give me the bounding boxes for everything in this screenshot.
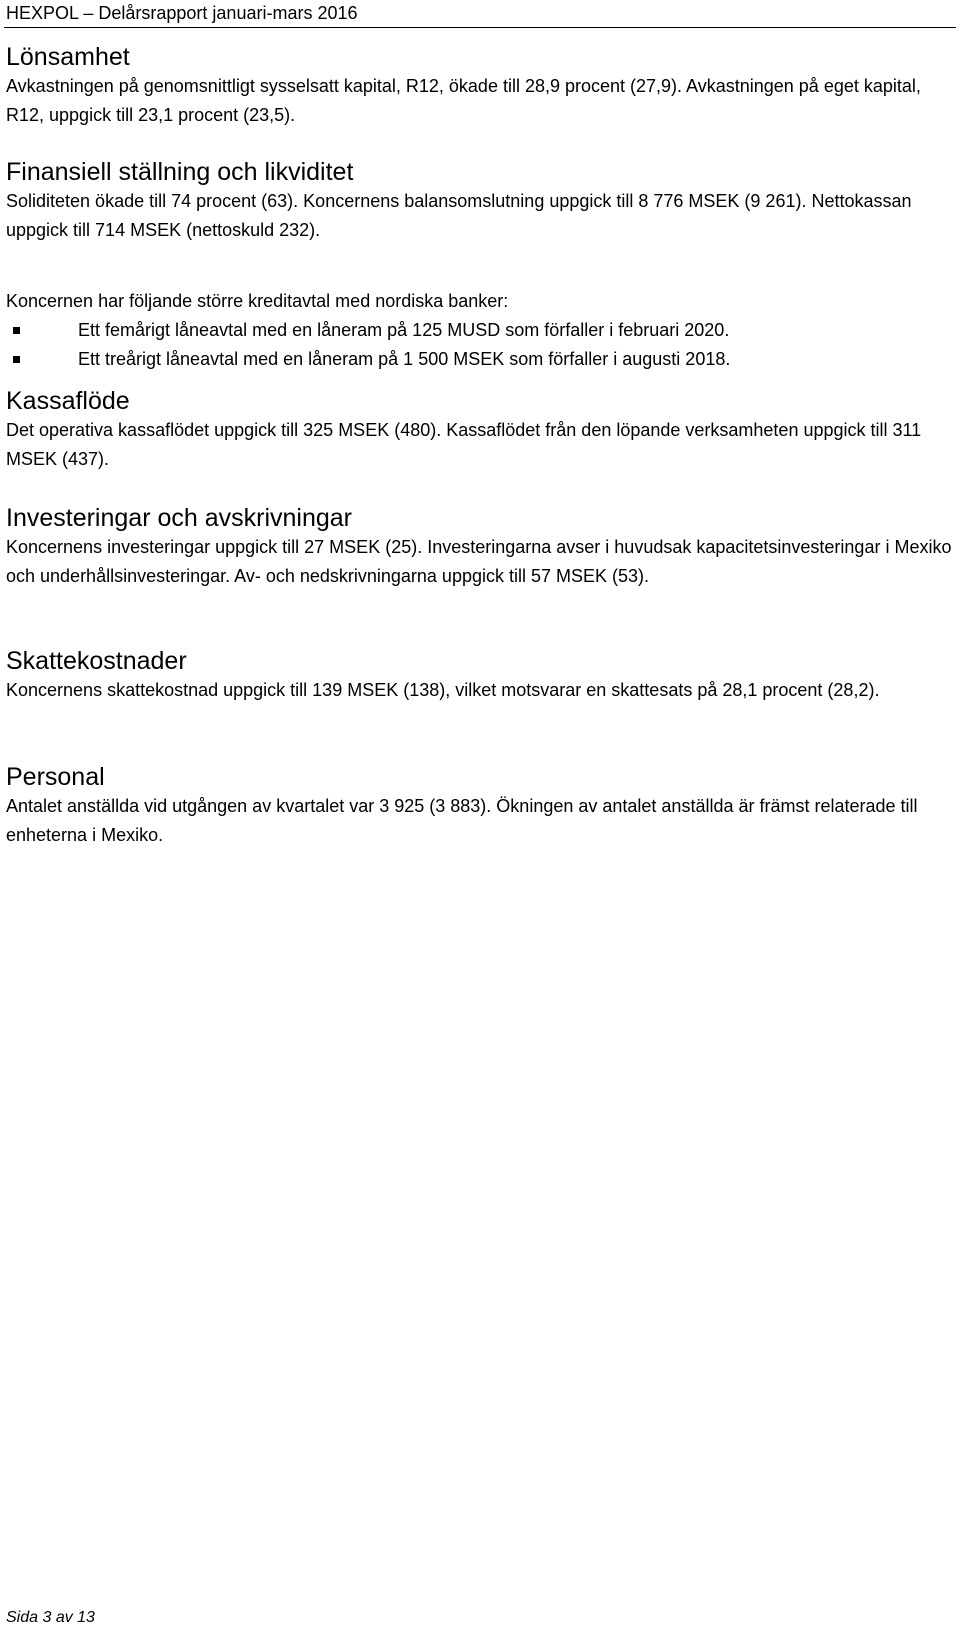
section-heading-finansiell: Finansiell ställning och likviditet bbox=[6, 158, 354, 186]
document-header: HEXPOL – Delårsrapport januari-mars 2016 bbox=[6, 3, 358, 23]
section-skatt bbox=[6, 646, 956, 705]
paragraph-kassaflode: Det operativa kassaflödet uppgick till 325 MSEK (480). Kassaflödet från den löpande verksamheten uppgick till 311 MSEK (437). bbox=[6, 420, 922, 469]
section-heading-lonsamhet: Lönsamhet bbox=[6, 43, 130, 71]
paragraph-finansiell: Soliditeten ökade till 74 procent (63). Koncernens balansomslutning uppgick till 8 776 MSEK (9 261). Nettokassan uppgick till 714 MSEK (nettoskuld 232). bbox=[6, 191, 912, 240]
section-heading-personal: Personal bbox=[6, 763, 105, 791]
square-bullet-icon bbox=[13, 356, 20, 363]
section-investeringar bbox=[6, 503, 956, 591]
credit-bullet-list bbox=[6, 316, 956, 374]
section-heading-skatt: Skattekostnader bbox=[6, 647, 187, 675]
paragraph-personal: Antalet anställda vid utgången av kvartalet var 3 925 (3 883). Ökningen av antalet anställda är främst relaterade till enheterna i Mexiko. bbox=[6, 796, 918, 845]
section-personal bbox=[6, 762, 956, 850]
paragraph-lonsamhet: Avkastningen på genomsnittligt sysselsatt kapital, R12, ökade till 28,9 procent (27,9). Avkastningen på eget kapital, R12, uppgick till 23,1 procent (23,5). bbox=[6, 76, 921, 125]
section-heading-kassaflode: Kassaflöde bbox=[6, 387, 130, 415]
paragraph-investeringar: Koncernens investeringar uppgick till 27 MSEK (25). Investeringarna avser i huvudsak kapacitetsinvesteringar i Mexiko och underhållsinvesteringar. Av- och nedskrivningarna uppgick till 57 MSEK (53). bbox=[6, 537, 952, 586]
paragraph-skatt: Koncernens skattekostnad uppgick till 139 MSEK (138), vilket motsvarar en skattesats på 28,1 procent (28,2). bbox=[6, 680, 880, 700]
list-item-text: Ett treårigt låneavtal med en låneram på 1 500 MSEK som förfaller i augusti 2018. bbox=[78, 349, 731, 369]
section-kassaflode bbox=[6, 386, 956, 474]
list-item bbox=[6, 316, 956, 345]
section-lonsamhet bbox=[6, 42, 956, 130]
section-heading-investeringar: Investeringar och avskrivningar bbox=[6, 504, 352, 532]
section-finansiell bbox=[6, 157, 956, 245]
list-item bbox=[6, 345, 956, 374]
page-number: Sida 3 av 13 bbox=[6, 1609, 95, 1626]
square-bullet-icon bbox=[13, 327, 20, 334]
list-item-text: Ett femårigt låneavtal med en låneram på 125 MUSD som förfaller i februari 2020. bbox=[78, 320, 730, 340]
header-divider bbox=[4, 27, 956, 28]
section-kreditavtal bbox=[6, 287, 956, 374]
paragraph-kreditavtal: Koncernen har följande större kreditavtal med nordiska banker: bbox=[6, 291, 509, 311]
